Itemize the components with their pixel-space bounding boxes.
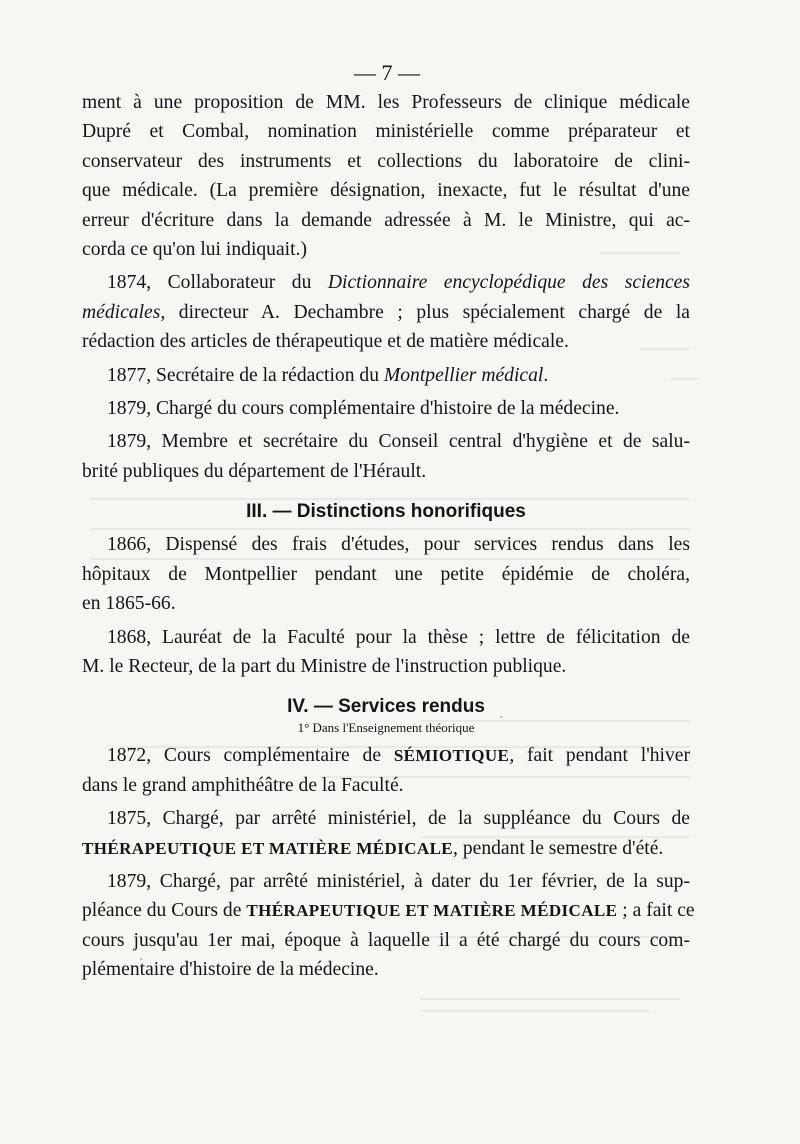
text-line: médicales, directeur A. Dechambre ; plus spécialement chargé de la bbox=[82, 301, 690, 323]
entry-1872 bbox=[82, 741, 690, 800]
text-line: 1877, Secrétaire de la rédaction du Montpellier médical. bbox=[107, 364, 549, 386]
text-line: en 1865-66. bbox=[82, 593, 176, 615]
text-line: 1874, Collaborateur du Dictionnaire encyclopédique des sciences bbox=[107, 272, 691, 294]
entry-1874 bbox=[82, 268, 690, 356]
text-line: ment à une proposition de MM. les Professeurs de clinique médicale bbox=[82, 92, 690, 113]
text-line: dans le grand amphithéâtre de la Faculté. bbox=[82, 774, 404, 796]
text-line: hôpitaux de Montpellier pendant une petite épidémie de choléra, bbox=[82, 563, 690, 585]
text-line: 1879, Membre et secrétaire du Conseil central d'hygiène et de salu- bbox=[107, 431, 690, 453]
small-caps-term: SÉMIOTIQUE bbox=[393, 746, 510, 766]
entry-1875 bbox=[82, 804, 690, 863]
text-line: 1868, Lauréat de la Faculté pour la thèse ; lettre de félicitation de bbox=[107, 626, 690, 648]
text-line: M. le Recteur, de la part du Ministre de l'instruction publique. bbox=[82, 655, 567, 677]
text-line: que médicale. (La première désignation, inexacte, fut le résultat d'une bbox=[82, 180, 690, 202]
text-line: rédaction des articles de thérapeutique et de matière médicale. bbox=[82, 331, 569, 353]
text-line: Dupré et Combal, nomination ministérielle comme préparateur et bbox=[82, 121, 690, 143]
text-line: erreur d'écriture dans la demande adressée à M. le Ministre, qui ac- bbox=[82, 209, 690, 231]
section-subheading: 1° Dans l'Enseignement théorique bbox=[297, 720, 475, 736]
small-caps-term: THÉRAPEUTIQUE ET MATIÈRE MÉDICALE bbox=[82, 838, 454, 858]
entry-1879-cours bbox=[82, 394, 690, 423]
italic-title: Montpellier médical bbox=[383, 364, 544, 386]
entry-1877 bbox=[82, 361, 690, 390]
text-line: 1879, Chargé, par arrêté ministériel, à dater du 1er février, de la sup- bbox=[107, 870, 690, 892]
text-line: conservateur des instruments et collections du laboratoire de clini- bbox=[82, 150, 690, 172]
text-line: 1879, Chargé du cours complémentaire d'histoire de la médecine. bbox=[107, 398, 620, 420]
text-line: corda ce qu'on lui indiquait.) bbox=[82, 239, 307, 261]
section-heading-services: IV. — Services rendus bbox=[287, 696, 485, 718]
entry-1868 bbox=[82, 623, 690, 682]
entry-1879-suppleance bbox=[82, 867, 695, 985]
intro-paragraph bbox=[82, 88, 690, 264]
italic-title: Dictionnaire encyclopédique des sciences bbox=[327, 272, 691, 294]
entry-1866 bbox=[82, 530, 690, 618]
text-line: 1866, Dispensé des frais d'études, pour services rendus dans les bbox=[107, 534, 690, 556]
text-line: brité publiques du département de l'Hérault. bbox=[82, 460, 427, 482]
italic-title: médicales bbox=[82, 301, 161, 323]
text-line: 1872, Cours complémentaire de SÉMIOTIQUE, fait pendant l'hiver bbox=[107, 745, 690, 767]
text-line: cours jusqu'au 1er mai, époque à laquelle il a été chargé du cours com- bbox=[82, 929, 690, 951]
text-line: THÉRAPEUTIQUE ET MATIÈRE MÉDICALE, pendant le semestre d'été. bbox=[82, 837, 664, 859]
text-line: 1875, Chargé, par arrêté ministériel, de la suppléance du Cours de bbox=[107, 808, 690, 830]
text-line: plémentaire d'histoire de la médecine. bbox=[82, 959, 379, 981]
entry-1879-conseil bbox=[82, 427, 690, 486]
text-line: pléance du Cours de THÉRAPEUTIQUE ET MATIÈRE MÉDICALE ; a fait ce bbox=[82, 900, 695, 922]
section-heading-distinctions: III. — Distinctions honorifiques bbox=[246, 501, 526, 523]
small-caps-term: THÉRAPEUTIQUE ET MATIÈRE MÉDICALE bbox=[246, 901, 618, 921]
page-number: — 7 — bbox=[354, 60, 420, 85]
